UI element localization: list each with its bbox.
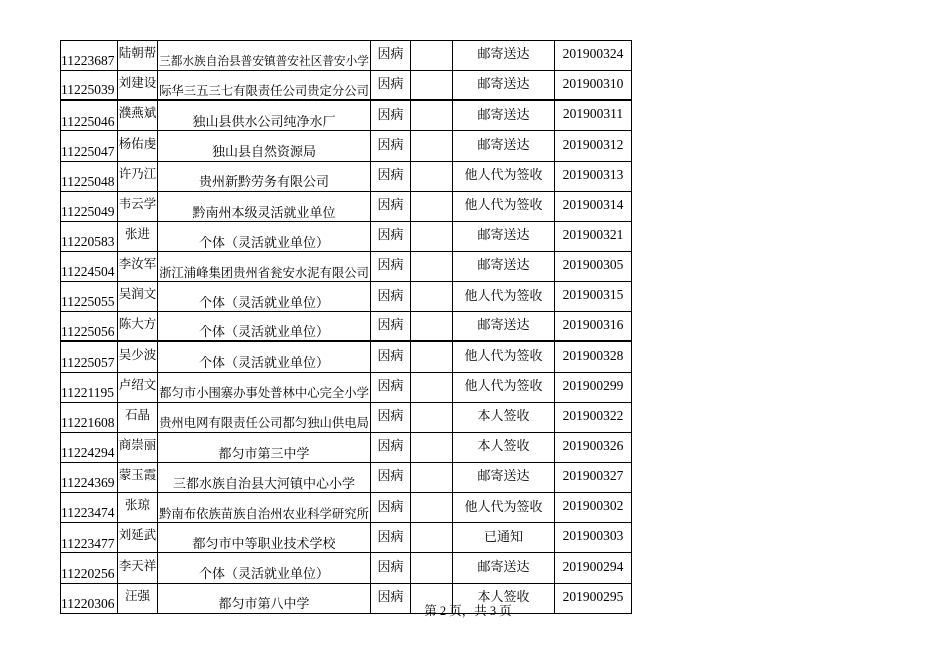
reason-text: 因病 xyxy=(377,257,404,273)
person-name-text: 卢绍文 xyxy=(118,377,157,392)
table-row xyxy=(61,493,632,523)
reason-text: 因病 xyxy=(377,558,404,574)
work-unit-cell xyxy=(158,282,371,311)
remark-cell xyxy=(411,41,453,70)
work-unit-text: 独山县自然资源局 xyxy=(211,144,316,160)
reason-cell xyxy=(371,312,411,340)
remark-cell xyxy=(411,342,453,371)
employee-id-text: 11224294 xyxy=(61,445,115,461)
table-row xyxy=(61,342,632,372)
employee-id-text: 11225047 xyxy=(61,143,115,159)
table-row xyxy=(61,41,632,71)
delivery-method-text: 邮寄送达 xyxy=(477,468,530,484)
document-number-cell xyxy=(555,312,632,340)
document-number-text: 201900303 xyxy=(562,528,624,544)
document-number-cell xyxy=(555,222,632,251)
work-unit-text: 三都水族自治县大河镇中心小学 xyxy=(172,475,355,491)
work-unit-cell xyxy=(158,41,371,70)
document-number-text: 201900328 xyxy=(562,347,624,363)
delivery-method-text: 已通知 xyxy=(483,528,523,544)
document-number-cell xyxy=(555,131,632,160)
data-table xyxy=(60,40,632,614)
remark-cell xyxy=(411,222,453,251)
work-unit-cell xyxy=(158,342,371,371)
document-number-text: 201900295 xyxy=(562,588,624,604)
person-name-cell xyxy=(118,312,158,340)
work-unit-text: 个体（灵活就业单位） xyxy=(198,294,329,310)
person-name-text: 石晶 xyxy=(124,407,150,422)
document-number-text: 201900302 xyxy=(562,498,624,514)
delivery-method-text: 他人代为签收 xyxy=(464,166,543,182)
work-unit-cell xyxy=(158,373,371,402)
reason-text: 因病 xyxy=(377,468,404,484)
employee-id-text: 11221195 xyxy=(61,384,114,400)
table-row xyxy=(61,312,632,342)
reason-cell xyxy=(371,403,411,432)
delivery-method-cell xyxy=(453,71,555,99)
person-name-cell xyxy=(118,192,158,221)
reason-cell xyxy=(371,342,411,371)
remark-cell xyxy=(411,373,453,402)
document-number-cell xyxy=(555,252,632,281)
employee-id-text: 11225049 xyxy=(61,204,115,219)
work-unit-text: 浙江浦峰集团贵州省瓮安水泥有限公司 xyxy=(159,265,369,280)
delivery-method-cell xyxy=(453,162,555,191)
employee-id-text: 11225055 xyxy=(61,294,115,310)
work-unit-text: 个体（灵活就业单位） xyxy=(198,324,329,340)
work-unit-cell xyxy=(158,71,371,99)
delivery-method-text: 他人代为签收 xyxy=(464,377,543,393)
reason-text: 因病 xyxy=(377,136,404,152)
work-unit-cell xyxy=(158,222,371,251)
delivery-method-cell xyxy=(453,312,555,340)
reason-text: 因病 xyxy=(377,377,404,393)
person-name-text: 汪强 xyxy=(124,588,150,603)
document-number-text: 201900311 xyxy=(562,106,624,122)
delivery-method-text: 邮寄送达 xyxy=(477,257,530,273)
reason-cell xyxy=(371,71,411,99)
employee-id-cell xyxy=(61,342,118,371)
delivery-method-cell xyxy=(453,252,555,281)
work-unit-text: 际华三五三七有限责任公司贵定分公司 xyxy=(159,83,369,98)
table-row xyxy=(61,282,632,312)
delivery-method-text: 邮寄送达 xyxy=(477,76,530,92)
remark-cell xyxy=(411,131,453,160)
reason-cell xyxy=(371,282,411,311)
document-number-text: 201900321 xyxy=(562,226,624,242)
employee-id-text: 11225056 xyxy=(61,323,115,339)
work-unit-text: 都匀市第八中学 xyxy=(218,596,310,612)
employee-id-text: 11223477 xyxy=(61,535,115,551)
document-number-text: 201900315 xyxy=(562,287,624,303)
table-row xyxy=(61,71,632,101)
employee-id-cell xyxy=(61,282,118,311)
table-row xyxy=(61,192,632,222)
person-name-text: 吴少波 xyxy=(118,347,157,362)
document-number-cell xyxy=(555,553,632,582)
employee-id-cell xyxy=(61,222,118,251)
work-unit-cell xyxy=(158,312,371,340)
reason-text: 因病 xyxy=(377,106,404,122)
document-number-text: 201900327 xyxy=(562,468,624,484)
employee-id-text: 11223474 xyxy=(61,505,115,521)
reason-cell xyxy=(371,433,411,462)
remark-cell xyxy=(411,192,453,221)
work-unit-text: 黔南州本级灵活就业单位 xyxy=(192,204,336,220)
document-number-cell xyxy=(555,403,632,432)
employee-id-cell xyxy=(61,493,118,522)
delivery-method-text: 邮寄送达 xyxy=(477,106,530,122)
delivery-method-text: 他人代为签收 xyxy=(464,347,543,363)
reason-text: 因病 xyxy=(377,287,404,303)
delivery-method-text: 他人代为签收 xyxy=(464,498,543,514)
employee-id-text: 11220306 xyxy=(61,595,115,611)
work-unit-cell xyxy=(158,131,371,160)
delivery-method-cell xyxy=(453,433,555,462)
remark-cell xyxy=(411,282,453,311)
reason-cell xyxy=(371,252,411,281)
work-unit-text: 贵州新黔劳务有限公司 xyxy=(198,174,329,190)
reason-text: 因病 xyxy=(377,498,404,514)
delivery-method-cell xyxy=(453,41,555,70)
employee-id-cell xyxy=(61,312,118,340)
work-unit-text: 个体（灵活就业单位） xyxy=(198,566,329,582)
work-unit-cell xyxy=(158,433,371,462)
reason-cell xyxy=(371,523,411,552)
person-name-text: 吴润文 xyxy=(118,287,157,302)
remark-cell xyxy=(411,523,453,552)
reason-text: 因病 xyxy=(377,76,404,92)
remark-cell xyxy=(411,312,453,340)
employee-id-cell xyxy=(61,373,118,402)
delivery-method-cell xyxy=(453,192,555,221)
delivery-method-text: 邮寄送达 xyxy=(477,317,530,333)
reason-cell xyxy=(371,41,411,70)
delivery-method-text: 他人代为签收 xyxy=(464,287,543,303)
reason-text: 因病 xyxy=(377,317,404,333)
delivery-method-cell xyxy=(453,373,555,402)
work-unit-cell xyxy=(158,252,371,281)
remark-cell xyxy=(411,71,453,99)
delivery-method-cell xyxy=(453,403,555,432)
person-name-cell xyxy=(118,282,158,311)
person-name-cell xyxy=(118,162,158,191)
person-name-text: 杨佑虔 xyxy=(118,136,157,151)
work-unit-cell xyxy=(158,553,371,582)
table-row xyxy=(61,373,632,403)
person-name-text: 蒙玉霞 xyxy=(118,468,157,483)
employee-id-text: 11221608 xyxy=(61,414,115,430)
document-number-cell xyxy=(555,463,632,492)
delivery-method-cell xyxy=(453,342,555,371)
delivery-method-text: 本人签收 xyxy=(477,408,530,424)
person-name-cell xyxy=(118,493,158,522)
table-row xyxy=(61,403,632,433)
employee-id-text: 11224369 xyxy=(61,475,115,491)
work-unit-cell xyxy=(158,403,371,432)
work-unit-text: 都匀市中等职业技术学校 xyxy=(192,536,336,552)
reason-text: 因病 xyxy=(377,347,404,363)
person-name-cell xyxy=(118,41,158,70)
employee-id-cell xyxy=(61,71,118,99)
person-name-text: 陈大方 xyxy=(118,316,157,331)
reason-text: 因病 xyxy=(377,46,404,62)
reason-cell xyxy=(371,463,411,492)
person-name-text: 濮燕斌 xyxy=(118,106,157,121)
person-name-cell xyxy=(118,101,158,130)
person-name-text: 刘延武 xyxy=(118,528,157,543)
document-number-text: 201900299 xyxy=(562,377,624,393)
document-number-cell xyxy=(555,71,632,99)
employee-id-text: 11225048 xyxy=(61,173,115,189)
employee-id-text: 11225039 xyxy=(61,82,115,98)
person-name-cell xyxy=(118,433,158,462)
table-row xyxy=(61,463,632,493)
page-footer: 第 2 页，共 3 页 xyxy=(424,604,512,618)
person-name-text: 商崇丽 xyxy=(118,438,157,453)
delivery-method-cell xyxy=(453,131,555,160)
table-row xyxy=(61,222,632,252)
table-row xyxy=(61,101,632,131)
work-unit-cell xyxy=(158,162,371,191)
document-number-cell xyxy=(555,523,632,552)
person-name-cell xyxy=(118,71,158,99)
person-name-text: 刘建设 xyxy=(118,75,157,90)
person-name-text: 李汝军 xyxy=(118,257,157,272)
employee-id-cell xyxy=(61,433,118,462)
delivery-method-text: 邮寄送达 xyxy=(477,136,530,152)
document-number-cell xyxy=(555,162,632,191)
table-row xyxy=(61,523,632,553)
person-name-text: 张进 xyxy=(124,227,150,242)
delivery-method-cell xyxy=(453,463,555,492)
reason-text: 因病 xyxy=(377,528,404,544)
delivery-method-cell xyxy=(453,222,555,251)
employee-id-text: 11220583 xyxy=(61,234,115,250)
work-unit-text: 独山县供水公司纯净水厂 xyxy=(192,114,336,130)
document-number-text: 201900305 xyxy=(562,257,624,273)
work-unit-text: 黔南布依族苗族自治州农业科学研究所 xyxy=(159,506,369,521)
document-number-cell xyxy=(555,433,632,462)
remark-cell xyxy=(411,463,453,492)
reason-cell xyxy=(371,131,411,160)
delivery-method-text: 本人签收 xyxy=(477,588,530,604)
remark-cell xyxy=(411,101,453,130)
document-number-cell xyxy=(555,41,632,70)
table-row xyxy=(61,553,632,583)
work-unit-cell xyxy=(158,523,371,552)
person-name-cell xyxy=(118,403,158,432)
work-unit-cell xyxy=(158,493,371,522)
person-name-cell xyxy=(118,463,158,492)
reason-cell xyxy=(371,101,411,130)
reason-text: 因病 xyxy=(377,438,404,454)
employee-id-text: 11220256 xyxy=(61,565,115,581)
reason-text: 因病 xyxy=(377,408,404,424)
document-number-text: 201900316 xyxy=(562,316,624,332)
reason-text: 因病 xyxy=(377,197,404,213)
work-unit-text: 都匀市小围寨办事处普林中心完全小学 xyxy=(159,386,369,401)
reason-text: 因病 xyxy=(377,588,404,604)
person-name-cell xyxy=(118,252,158,281)
delivery-method-text: 邮寄送达 xyxy=(477,558,530,574)
employee-id-cell xyxy=(61,463,118,492)
employee-id-cell xyxy=(61,162,118,191)
document-number-cell xyxy=(555,192,632,221)
reason-cell xyxy=(371,192,411,221)
document-number-text: 201900322 xyxy=(562,407,624,423)
document-number-cell xyxy=(555,101,632,130)
reason-cell xyxy=(371,553,411,582)
document-number-cell xyxy=(555,493,632,522)
work-unit-text: 都匀市第三中学 xyxy=(218,445,310,461)
person-name-text: 李天祥 xyxy=(118,558,157,573)
person-name-cell xyxy=(118,342,158,371)
employee-id-cell xyxy=(61,131,118,160)
person-name-text: 张琼 xyxy=(124,498,150,513)
reason-cell xyxy=(371,162,411,191)
delivery-method-text: 邮寄送达 xyxy=(477,227,530,243)
reason-text: 因病 xyxy=(377,166,404,182)
employee-id-cell xyxy=(61,101,118,130)
person-name-cell xyxy=(118,373,158,402)
remark-cell xyxy=(411,162,453,191)
delivery-method-text: 他人代为签收 xyxy=(464,197,543,213)
work-unit-text: 贵州电网有限责任公司都匀独山供电局 xyxy=(159,416,369,431)
reason-cell xyxy=(371,373,411,402)
document-number-text: 201900324 xyxy=(562,46,624,62)
work-unit-text: 个体（灵活就业单位） xyxy=(198,234,329,250)
person-name-text: 陆朝帮 xyxy=(118,46,157,61)
document-number-text: 201900310 xyxy=(562,75,624,91)
reason-cell xyxy=(371,222,411,251)
work-unit-cell xyxy=(158,192,371,221)
person-name-cell xyxy=(118,523,158,552)
document-number-cell xyxy=(555,282,632,311)
table-row xyxy=(61,252,632,282)
table-row xyxy=(61,433,632,463)
work-unit-text: 个体（灵活就业单位） xyxy=(198,355,329,371)
employee-id-cell xyxy=(61,192,118,221)
employee-id-text: 11225057 xyxy=(61,354,115,370)
work-unit-cell xyxy=(158,463,371,492)
table-row xyxy=(61,131,632,161)
person-name-cell xyxy=(118,131,158,160)
person-name-text: 韦云学 xyxy=(118,196,157,211)
document-number-text: 201900314 xyxy=(562,196,624,212)
delivery-method-text: 邮寄送达 xyxy=(477,46,530,62)
employee-id-cell xyxy=(61,523,118,552)
delivery-method-cell xyxy=(453,493,555,522)
document-number-text: 201900313 xyxy=(562,166,624,182)
person-name-text: 许乃江 xyxy=(118,166,157,181)
document-number-cell xyxy=(555,373,632,402)
reason-cell xyxy=(371,493,411,522)
delivery-method-cell xyxy=(453,282,555,311)
employee-id-cell xyxy=(61,403,118,432)
employee-id-text: 11225046 xyxy=(61,113,115,129)
delivery-method-cell xyxy=(453,101,555,130)
work-unit-cell xyxy=(158,101,371,130)
employee-id-text: 11223687 xyxy=(61,53,115,69)
employee-id-cell xyxy=(61,553,118,582)
work-unit-text: 三都水族自治县普安镇普安社区普安小学 xyxy=(159,55,369,69)
employee-id-text: 11224504 xyxy=(61,264,115,280)
reason-text: 因病 xyxy=(377,227,404,243)
person-name-cell xyxy=(118,222,158,251)
delivery-method-text: 本人签收 xyxy=(477,438,530,454)
remark-cell xyxy=(411,553,453,582)
document-number-cell xyxy=(555,342,632,371)
table-row xyxy=(61,162,632,192)
remark-cell xyxy=(411,252,453,281)
document-number-text: 201900294 xyxy=(562,558,624,574)
delivery-method-cell xyxy=(453,553,555,582)
remark-cell xyxy=(411,493,453,522)
delivery-method-cell xyxy=(453,523,555,552)
person-name-cell xyxy=(118,553,158,582)
employee-id-cell xyxy=(61,41,118,70)
remark-cell xyxy=(411,403,453,432)
remark-cell xyxy=(411,433,453,462)
document-number-text: 201900326 xyxy=(562,437,624,453)
table-body xyxy=(61,41,632,614)
document-number-text: 201900312 xyxy=(562,136,624,152)
employee-id-cell xyxy=(61,252,118,281)
